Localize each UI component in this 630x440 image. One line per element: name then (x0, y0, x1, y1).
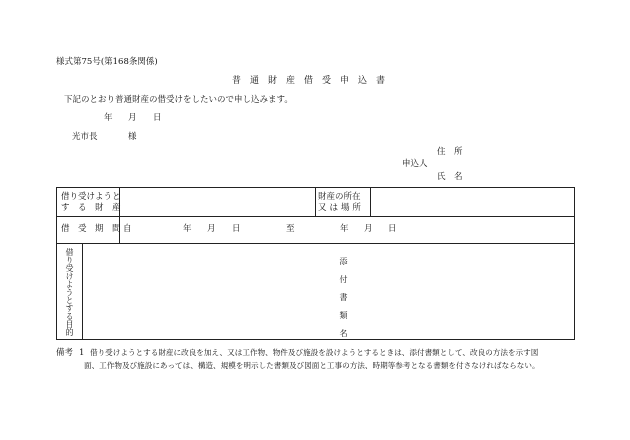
table-col-divider-4 (82, 243, 83, 340)
period-from-label: 自 (123, 224, 132, 234)
date-day-label: 日 (153, 113, 162, 123)
form-number: 様式第75号(第168条関係) (56, 57, 158, 67)
date-month-label: 月 (128, 113, 137, 123)
table-row-divider-2 (57, 243, 574, 244)
period-from-month: 月 (207, 224, 216, 234)
addressee-honorific: 様 (128, 132, 137, 142)
date-year-label: 年 (104, 113, 113, 123)
notes-line1: 借り受けようとする財産に改良を加え、又は工作物、物件及び施設を設けようとするときは、添付書類として、改良の方法を示す図 (90, 348, 539, 357)
form-title: 普 通 財 産 借 受 申 込 書 (232, 76, 386, 86)
table-row-divider-1 (57, 216, 574, 217)
period-from-year: 年 (183, 224, 192, 234)
intro-text: 下記のとおり普通財産の借受けをしたいので申し込みます。 (64, 95, 293, 105)
location-label-line2: 又は場所 (318, 203, 364, 213)
period-to-year: 年 (340, 224, 349, 234)
notes-number: 1 (79, 348, 85, 358)
period-label: 借 受 期 間 (61, 224, 121, 234)
application-table (56, 187, 575, 347)
period-to-label: 至 (286, 224, 295, 234)
period-to-month: 月 (364, 224, 373, 234)
table-col-divider-3 (370, 188, 371, 216)
attachments-label: 添付書類名 (339, 257, 348, 347)
property-field[interactable] (121, 189, 313, 215)
purpose-label: 借り受けようとする目的 (65, 248, 74, 336)
addressee-name: 光市長 (72, 132, 98, 142)
location-label-line1: 財産の所在 (318, 192, 361, 202)
location-field[interactable] (372, 189, 572, 215)
property-label-line1: 借り受けようと (61, 192, 121, 202)
notes-label: 備考 (56, 348, 74, 358)
notes-line2: 面、工作物及び施設にあっては、構造、規模を明示した書類及び図面と工事の方法、時期等参考となる書類を付さなければならない。 (84, 361, 540, 370)
applicant-address-label: 住 所 (437, 147, 463, 157)
period-to-day: 日 (388, 224, 397, 234)
purpose-field[interactable] (84, 245, 334, 338)
property-label-line2: す る 財 産 (61, 203, 121, 213)
table-col-divider-2 (315, 188, 316, 216)
period-from-day: 日 (232, 224, 241, 234)
applicant-name-label: 氏 名 (437, 172, 463, 182)
applicant-label: 申込人 (402, 159, 428, 169)
